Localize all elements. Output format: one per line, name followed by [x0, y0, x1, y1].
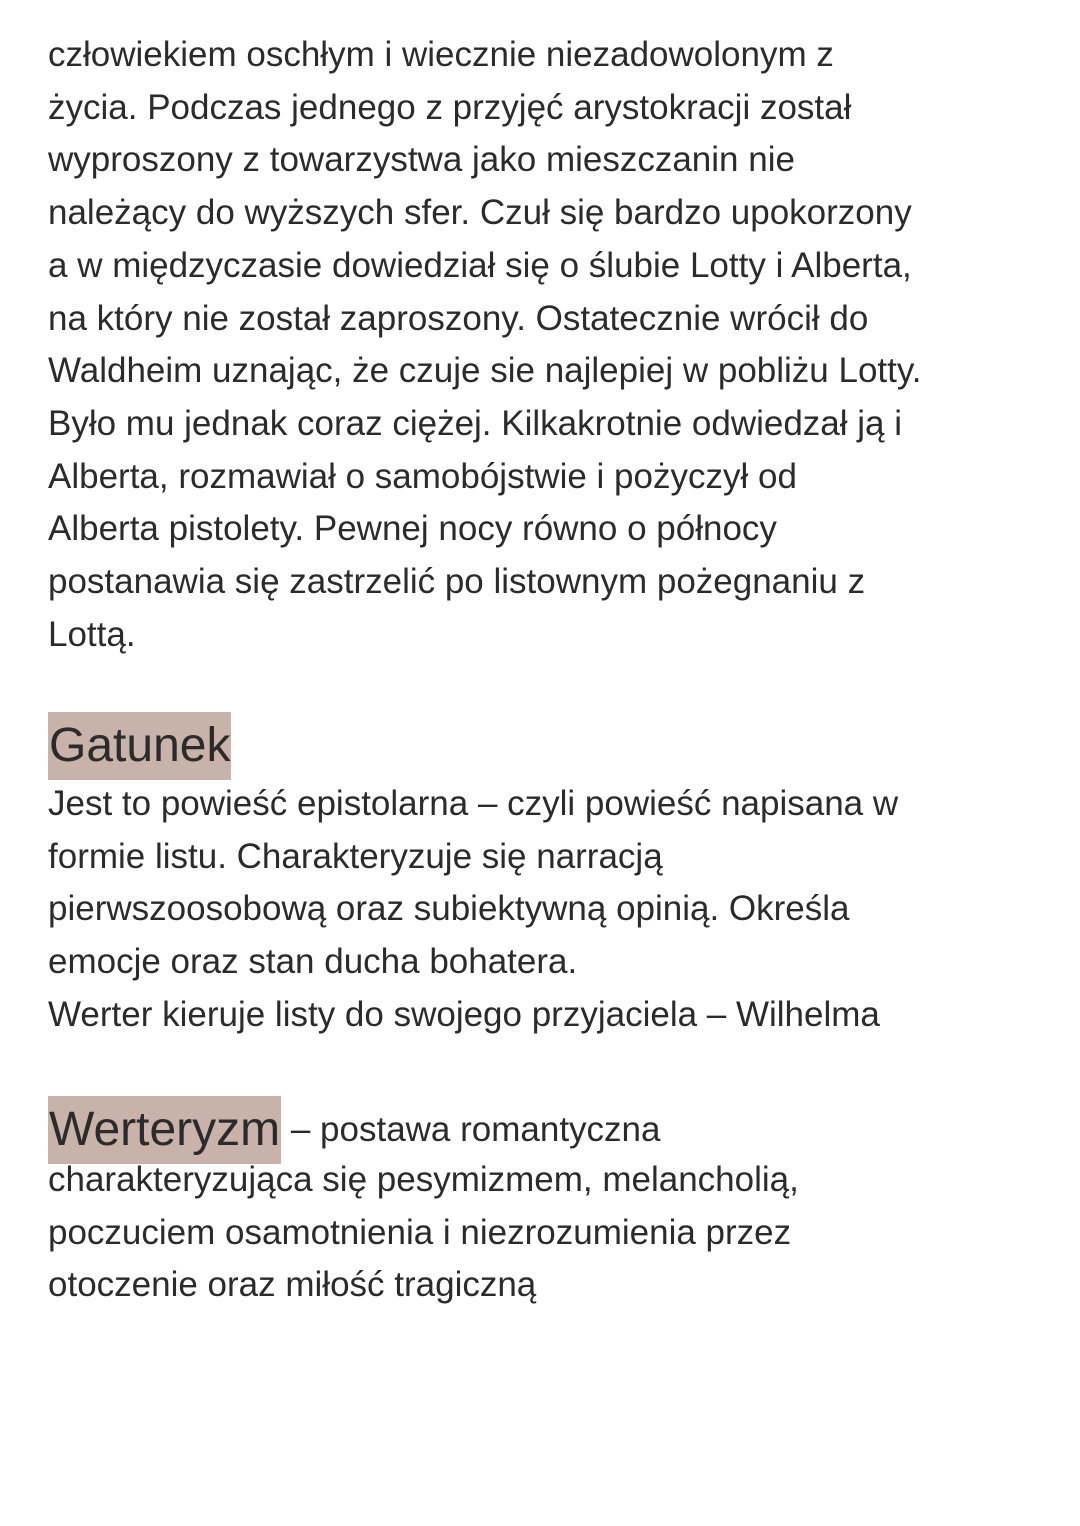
text-line: należący do wyższych sfer. Czuł się bardzo upokorzony: [48, 193, 912, 233]
text-line: a w międzyczasie dowiedział się o ślubie Lotty i Alberta,: [48, 245, 912, 285]
text-line: charakteryzująca się pesymizmem, melancholią,: [48, 1160, 799, 1199]
text-line: życia. Podczas jednego z przyjęć arystokracji został: [48, 87, 852, 127]
term-section: [48, 1096, 1048, 1312]
genre-section: [48, 712, 1048, 1042]
text-line: otoczenie oraz miłość tragiczną: [48, 1265, 537, 1305]
genre-body: [48, 778, 1048, 1042]
text-line: Waldheim uznając, że czuje sie najlepiej w pobliżu Lotty.: [48, 351, 922, 391]
text-line: poczuciem osamotnienia i niezrozumienia przez: [48, 1212, 792, 1252]
text-line: Było mu jednak coraz ciężej. Kilkakrotnie odwiedzał ją i: [48, 403, 903, 443]
term-definition-start: – postawa romantyczna: [281, 1110, 661, 1149]
text-line: na który nie został zaproszony. Ostatecznie wrócił do: [48, 298, 869, 338]
text-line: Werter kieruje listy do swojego przyjaciela – Wilhelma: [48, 994, 880, 1034]
text-line: postanawia się zastrzelić po listownym pożegnaniu z: [48, 562, 866, 602]
text-line: pierwszoosobową oraz subiektywną opinią. Określa: [48, 889, 850, 929]
text-line: Alberta pistolety. Pewnej nocy równo o północy: [48, 509, 777, 549]
text-line: Alberta, rozmawiał o samobójstwie i pożyczył od: [48, 456, 797, 496]
text-line: człowiekiem oschłym i wiecznie niezadowolonym z: [48, 35, 834, 74]
text-line: Jest to powieść epistolarna – czyli powieść napisana w: [48, 784, 899, 823]
term-body: [48, 1154, 1048, 1312]
genre-heading-row: [48, 712, 1048, 780]
text-line: emocje oraz stan ducha bohatera.: [48, 942, 578, 982]
text-line: formie listu. Charakteryzuje się narracją: [48, 836, 663, 876]
intro-paragraph: [48, 29, 1048, 661]
term-heading: Werteryzm: [48, 1096, 281, 1164]
genre-heading: Gatunek: [48, 712, 231, 780]
text-line: Lottą.: [48, 614, 136, 654]
text-line: wyproszony z towarzystwa jako mieszczanin nie: [48, 140, 795, 180]
